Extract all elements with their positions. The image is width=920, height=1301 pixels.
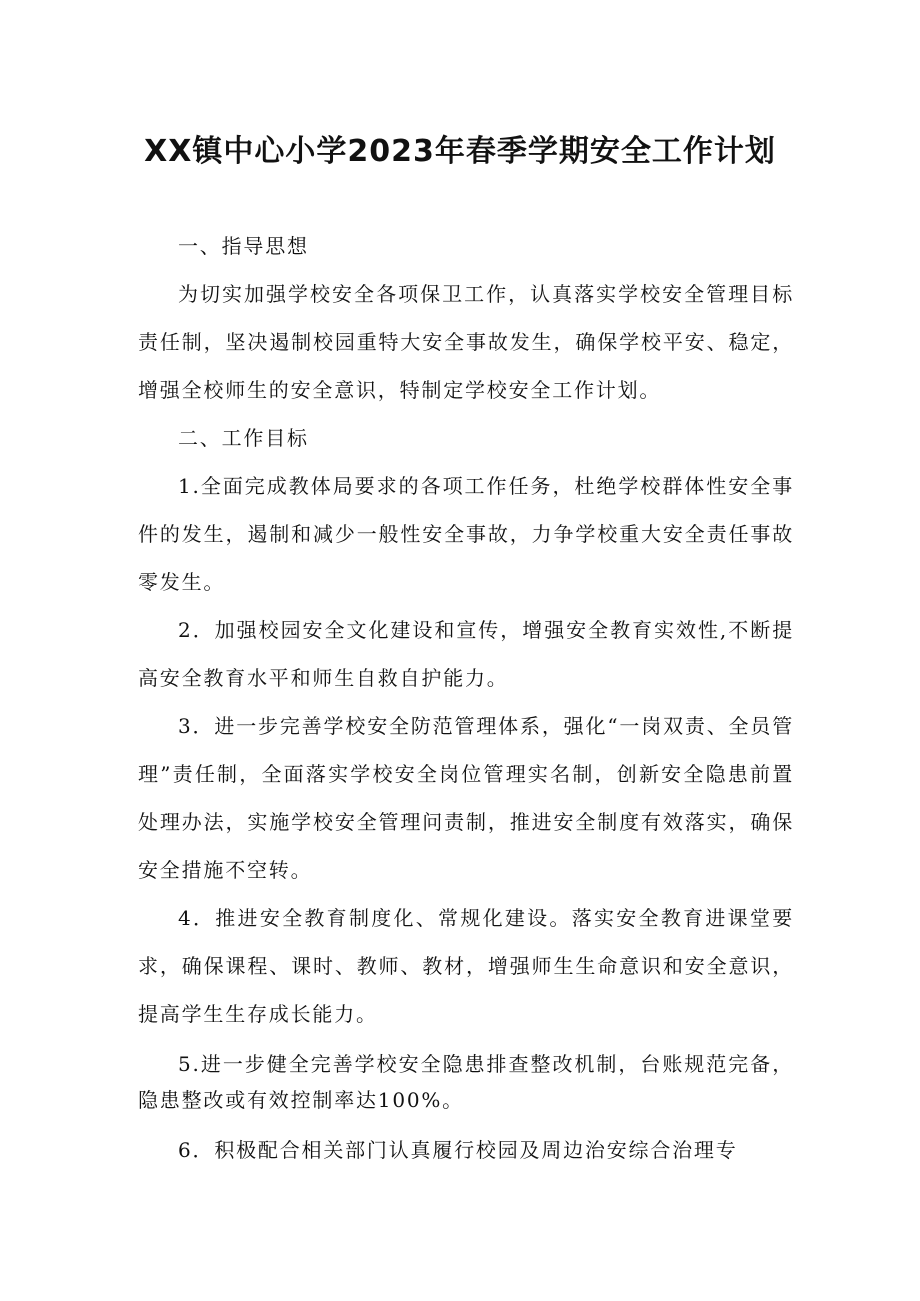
section-heading-guiding-ideology: 一、指导思想 <box>178 234 309 258</box>
paragraph-goal-2: 2．加强校园安全文化建设和宣传，增强安全教育实效性,不断提高安全教育水平和师生自救自护能力。 <box>138 618 794 690</box>
paragraph-goal-3: 3．进一步完善学校安全防范管理体系，强化“一岗双责、全员管理”责任制，全面落实学校安全岗位管理实名制，创新安全隐患前置处理办法，实施学校安全管理问责制，推进安全制度有效落实，确保安全措施不空转。 <box>138 714 794 882</box>
paragraph-guiding-ideology: 为切实加强学校安全各项保卫工作，认真落实学校安全管理目标责任制，坚决遏制校园重特大安全事故发生，确保学校平安、稳定，增强全校师生的安全意识，特制定学校安全工作计划。 <box>138 282 794 402</box>
section-heading-work-goals: 二、工作目标 <box>178 426 309 450</box>
document-body <box>138 222 794 1174</box>
document-title: XX镇中心小学2023年春季学期安全工作计划 <box>144 134 776 169</box>
paragraph-goal-5: 5.进一步健全完善学校安全隐患排查整改机制，台账规范完备，隐患整改或有效控制率达100%。 <box>138 1052 794 1112</box>
paragraph-goal-6: 6．积极配合相关部门认真履行校园及周边治安综合治理专 <box>178 1138 738 1162</box>
paragraph-goal-4: 4．推进安全教育制度化、常规化建设。落实安全教育进课堂要求，确保课程、课时、教师、教材，增强师生生命意识和安全意识，提高学生生存成长能力。 <box>138 906 794 1026</box>
paragraph-goal-1: 1.全面完成教体局要求的各项工作任务，杜绝学校群体性安全事件的发生，遏制和减少一般性安全事故，力争学校重大安全责任事故零发生。 <box>138 474 794 594</box>
